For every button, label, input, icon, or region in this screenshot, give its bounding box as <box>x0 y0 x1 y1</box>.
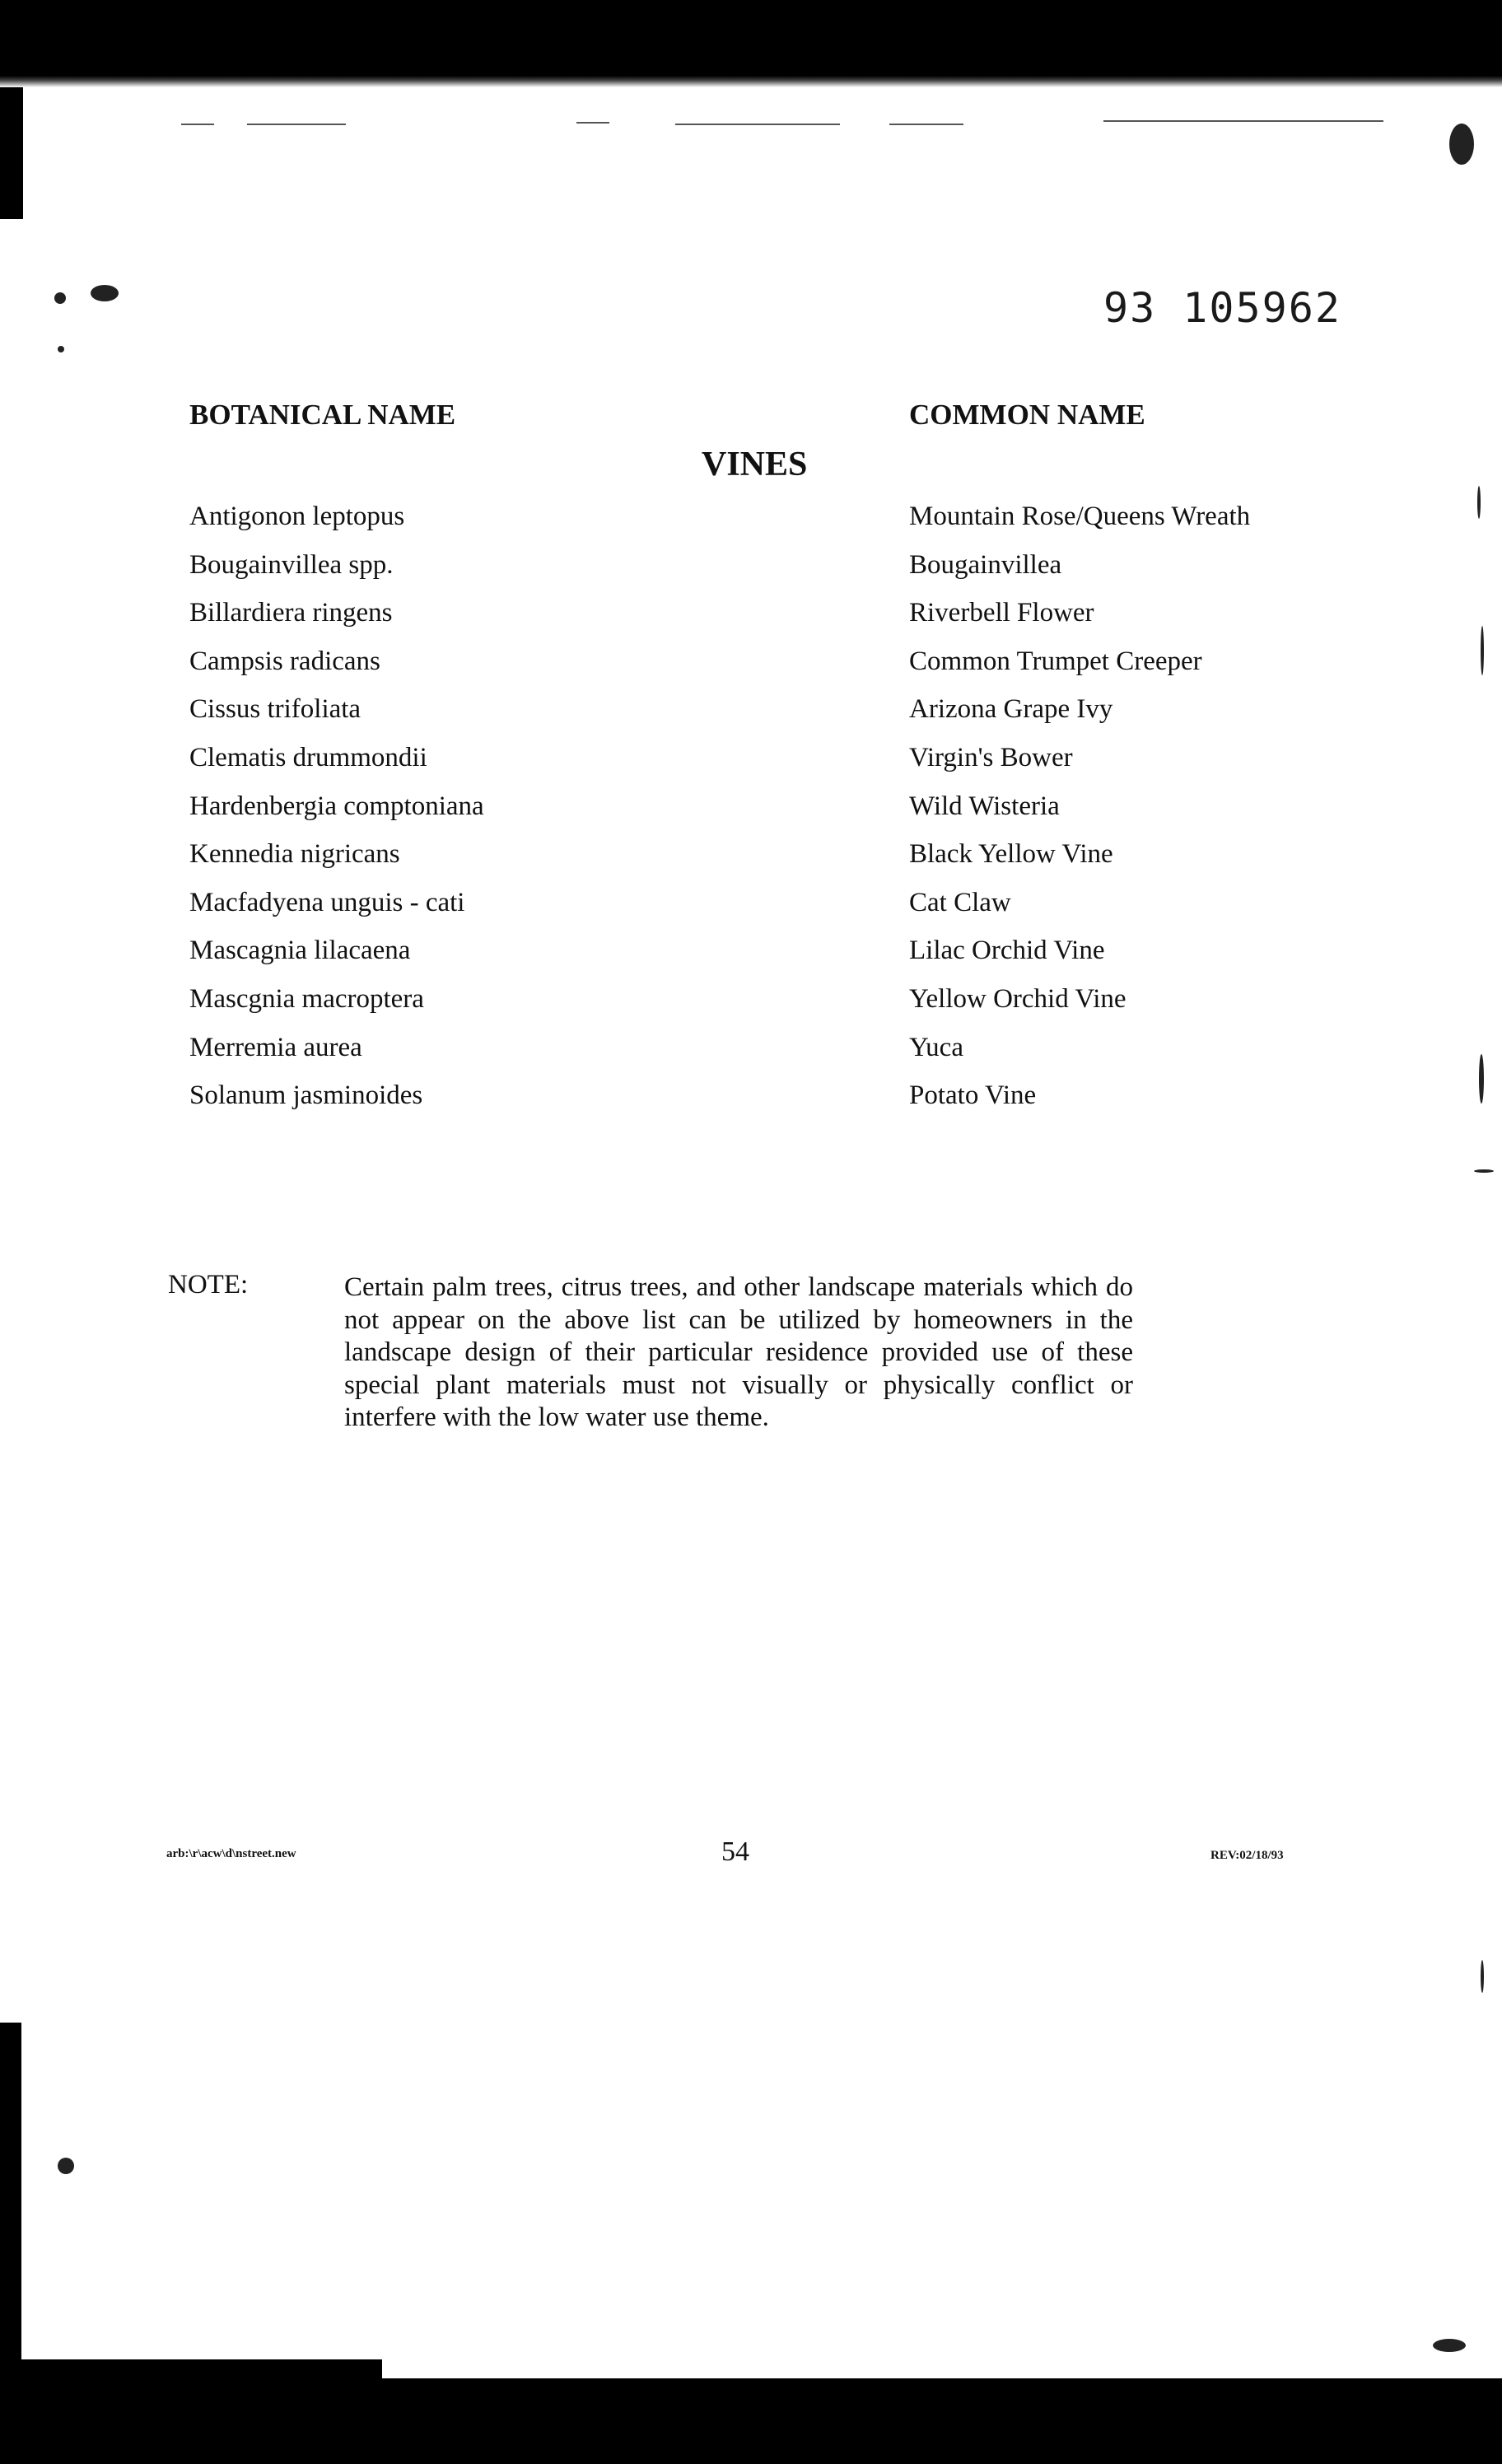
common-name-item: Black Yellow Vine <box>909 839 1113 870</box>
common-name-item: Potato Vine <box>909 1080 1037 1111</box>
document-number-stamp: 93 105962 <box>1103 284 1341 332</box>
botanical-name-item: Merremia aurea <box>189 1032 362 1062</box>
scan-speck <box>1474 1169 1494 1173</box>
common-name-list <box>909 499 1250 1127</box>
botanical-name-item: Cissus trifoliata <box>189 694 362 725</box>
section-title: VINES <box>702 446 808 483</box>
common-name-item: Yuca <box>909 1032 963 1062</box>
scan-speck <box>1433 2339 1466 2352</box>
botanical-name-item: Solanum jasminoides <box>189 1080 423 1111</box>
common-name-item: Wild Wisteria <box>909 791 1060 821</box>
botanical-name-item: Bougainvillea spp. <box>189 549 394 580</box>
scan-top-edge <box>0 76 1502 87</box>
botanical-name-item: Mascagnia lilacaena <box>189 936 411 966</box>
scan-top-border <box>0 0 1502 82</box>
scan-speck <box>91 285 119 301</box>
common-name-item: Yellow Orchid Vine <box>909 983 1126 1014</box>
common-name-item: Mountain Rose/Queens Wreath <box>909 502 1251 531</box>
common-name-item: Common Trumpet Creeper <box>909 646 1202 676</box>
common-name-item: Arizona Grape Ivy <box>909 694 1113 725</box>
scan-speck <box>54 292 66 304</box>
botanical-name-item: Hardenbergia comptoniana <box>189 791 484 821</box>
scan-speck <box>1477 486 1481 519</box>
botanical-name-item: Macfadyena unguis - cati <box>189 887 465 917</box>
note-text: Certain palm trees, citrus trees, and other landscape materials which do not appear on the above list can be utilized by homeowners in the landscape design of their particular residence provided use of these special plant materials must not visually or physically conflict or interfere with the low water use theme. <box>344 1272 1133 1432</box>
common-name-item: Lilac Orchid Vine <box>909 936 1105 966</box>
scan-left-bottom-bar <box>0 2023 21 2368</box>
botanical-name-item: Clematis drummondii <box>189 742 427 772</box>
scan-speck <box>889 124 963 125</box>
botanical-name-item: Campsis radicans <box>189 646 380 676</box>
scan-speck <box>58 346 64 352</box>
note-label: NOTE: <box>168 1270 249 1300</box>
common-name-header: COMMON NAME <box>909 399 1145 431</box>
scan-left-bar <box>0 87 23 219</box>
scan-speck <box>1449 124 1474 165</box>
common-name-item: Riverbell Flower <box>909 598 1094 628</box>
common-name-item: Cat Claw <box>909 887 1011 917</box>
footer-revision: REV:02/18/93 <box>1210 1849 1284 1862</box>
botanical-name-item: Mascgnia macroptera <box>189 983 424 1014</box>
scan-speck <box>1103 120 1383 122</box>
scan-bottom-border <box>0 2378 1502 2464</box>
botanical-name-item: Kennedia nigricans <box>189 839 400 870</box>
scan-speck <box>1479 1054 1484 1104</box>
scan-speck <box>576 122 609 124</box>
botanical-name-item: Billardiera ringens <box>189 598 393 628</box>
scan-speck <box>1481 1960 1484 1993</box>
scan-speck <box>58 2158 74 2174</box>
common-name-item: Bougainvillea <box>909 549 1062 580</box>
botanical-name-header: BOTANICAL NAME <box>189 399 456 431</box>
common-name-item: Virgin's Bower <box>909 742 1073 772</box>
footer-file-path: arb:\r\acw\d\nstreet.new <box>166 1847 296 1860</box>
scan-speck <box>1481 626 1484 675</box>
page-number: 54 <box>721 1836 749 1867</box>
botanical-name-item: Antigonon leptopus <box>189 502 405 531</box>
scan-speck <box>247 124 346 125</box>
botanical-name-list <box>189 499 484 1127</box>
scan-speck <box>181 124 214 125</box>
scan-speck <box>675 124 840 125</box>
